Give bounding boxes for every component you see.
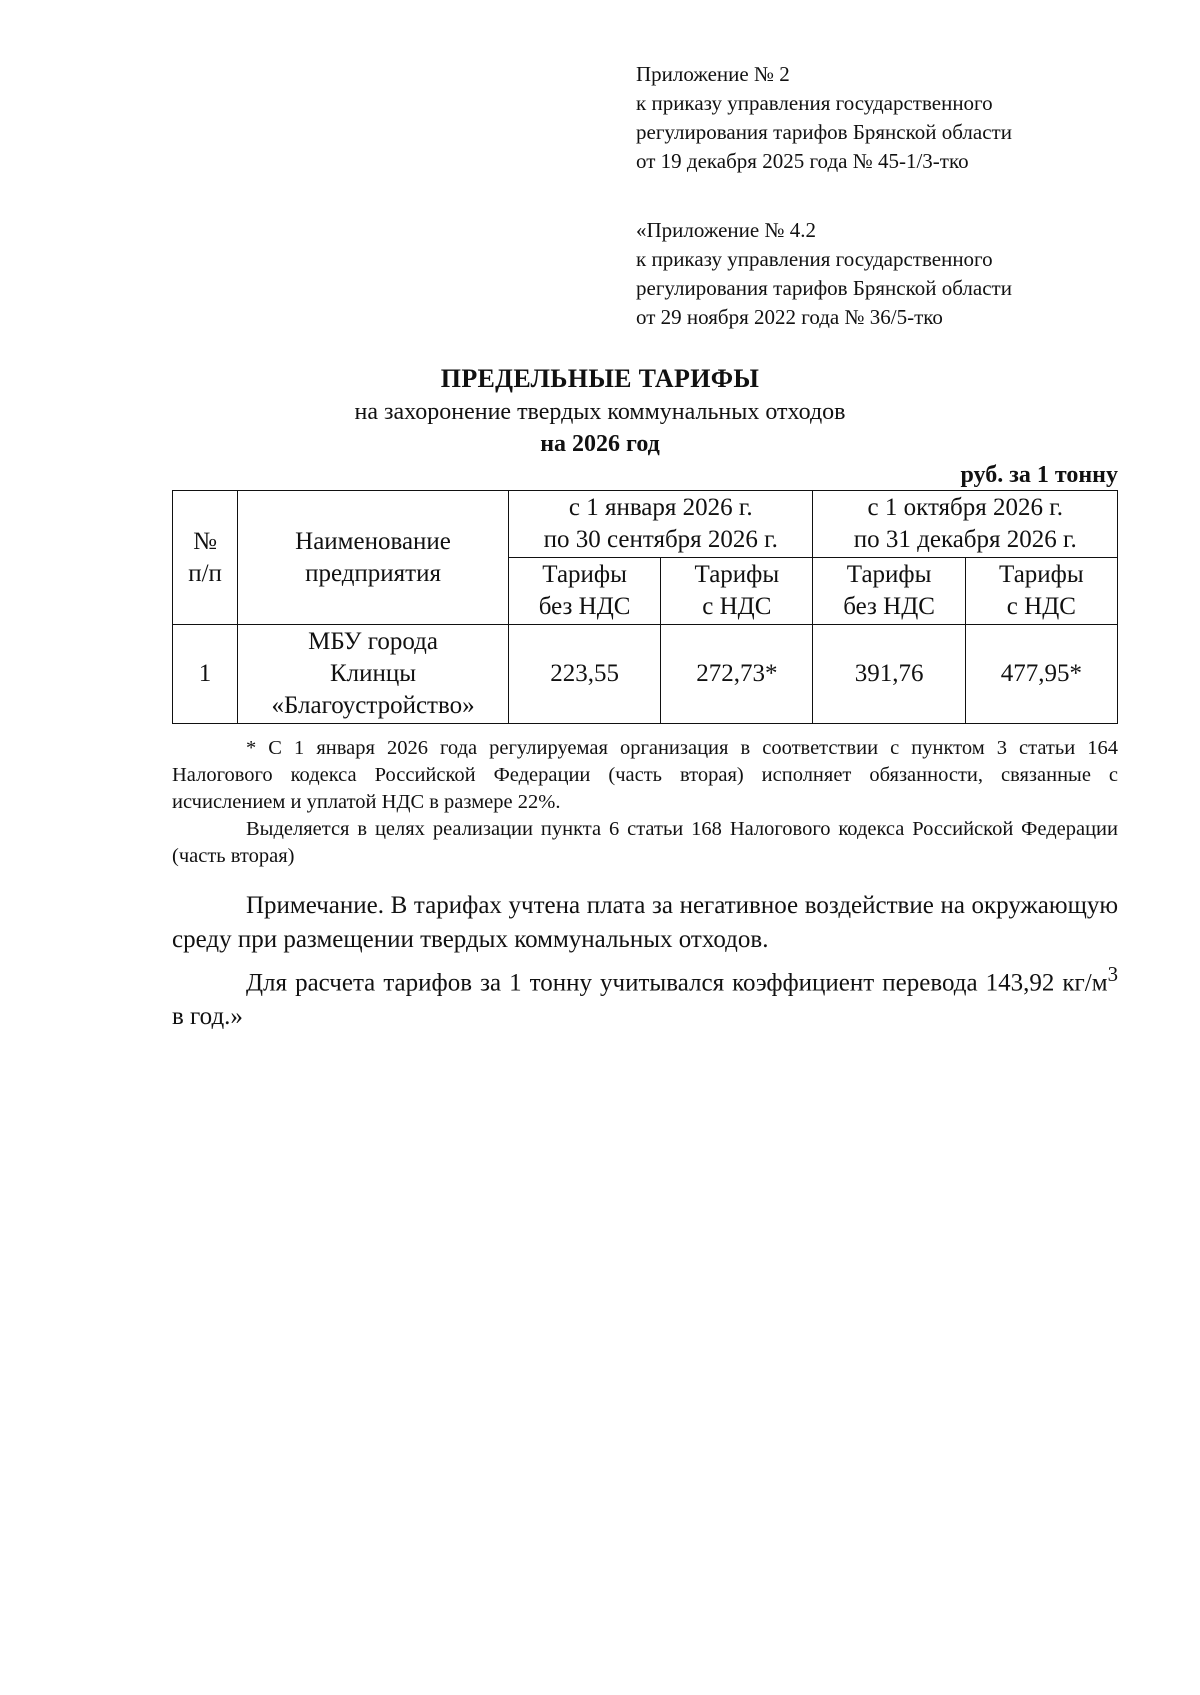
table-header-row bbox=[173, 491, 1118, 558]
document-year: на 2026 год bbox=[540, 431, 660, 457]
header-period-2: с 1 октября 2026 г. по 31 декабря 2026 г. bbox=[813, 491, 1118, 558]
annex-line: к приказу управления государственного bbox=[636, 91, 993, 115]
annex-header-current bbox=[636, 60, 1012, 176]
header-num: № п/п bbox=[173, 491, 238, 625]
annex-header-original bbox=[636, 216, 1012, 332]
annex-line: Приложение № 2 bbox=[636, 62, 790, 86]
annex-line: регулирования тарифов Брянской области bbox=[636, 276, 1012, 300]
annex-line: «Приложение № 4.2 bbox=[636, 218, 816, 242]
table-row bbox=[173, 625, 1118, 724]
tariff-p2-no-vat: 391,76 bbox=[813, 625, 965, 724]
note-block bbox=[172, 889, 1118, 1034]
row-organization: МБУ города Клинцы «Благоустройство» bbox=[238, 625, 509, 724]
annex-line: к приказу управления государственного bbox=[636, 247, 993, 271]
header-with-vat: Тарифы с НДС bbox=[661, 558, 813, 625]
note-fee: Примечание. В тарифах учтена плата за негативное воздействие на окружающую среду при размещении твердых коммунальных отходов. bbox=[172, 892, 1118, 953]
footnote-block bbox=[172, 735, 1118, 870]
footnote-vat: * С 1 января 2026 года регулируемая организация в соответствии с пунктом 3 статьи 164 Налогового кодекса Российской Федерации (часть вторая) исполняет обязанности, связанные с исчислением и уплатой НДС в размере 22%. bbox=[172, 737, 1118, 813]
tariff-p2-with-vat: 477,95* bbox=[965, 625, 1117, 724]
document-subtitle: на захоронение твердых коммунальных отходов bbox=[354, 399, 846, 425]
header-with-vat: Тарифы с НДС bbox=[965, 558, 1117, 625]
document-title: ПРЕДЕЛЬНЫЕ ТАРИФЫ bbox=[440, 364, 760, 393]
header-period-1: с 1 января 2026 г. по 30 сентября 2026 г. bbox=[508, 491, 813, 558]
annex-line: от 19 декабря 2025 года № 45-1/3-тко bbox=[636, 149, 969, 173]
tariff-p1-with-vat: 272,73* bbox=[661, 625, 813, 724]
tariff-p1-no-vat: 223,55 bbox=[508, 625, 660, 724]
title-block bbox=[0, 362, 1200, 460]
tariffs-table bbox=[172, 490, 1118, 724]
row-num: 1 bbox=[173, 625, 238, 724]
note-coefficient: Для расчета тарифов за 1 тонну учитывался коэффициент перевода 143,92 $кг/м^3$ в год.» bbox=[172, 962, 1118, 1031]
footnote-allocation: Выделяется в целях реализации пункта 6 статьи 168 Налогового кодекса Российской Федерации (часть вторая) bbox=[172, 818, 1118, 867]
header-no-vat: Тарифы без НДС bbox=[813, 558, 965, 625]
annex-line: регулирования тарифов Брянской области bbox=[636, 120, 1012, 144]
header-no-vat: Тарифы без НДС bbox=[508, 558, 660, 625]
annex-line: от 29 ноября 2022 года № 36/5-тко bbox=[636, 305, 943, 329]
units-label: руб. за 1 тонну bbox=[960, 462, 1118, 488]
header-name: Наименование предприятия bbox=[238, 491, 509, 625]
